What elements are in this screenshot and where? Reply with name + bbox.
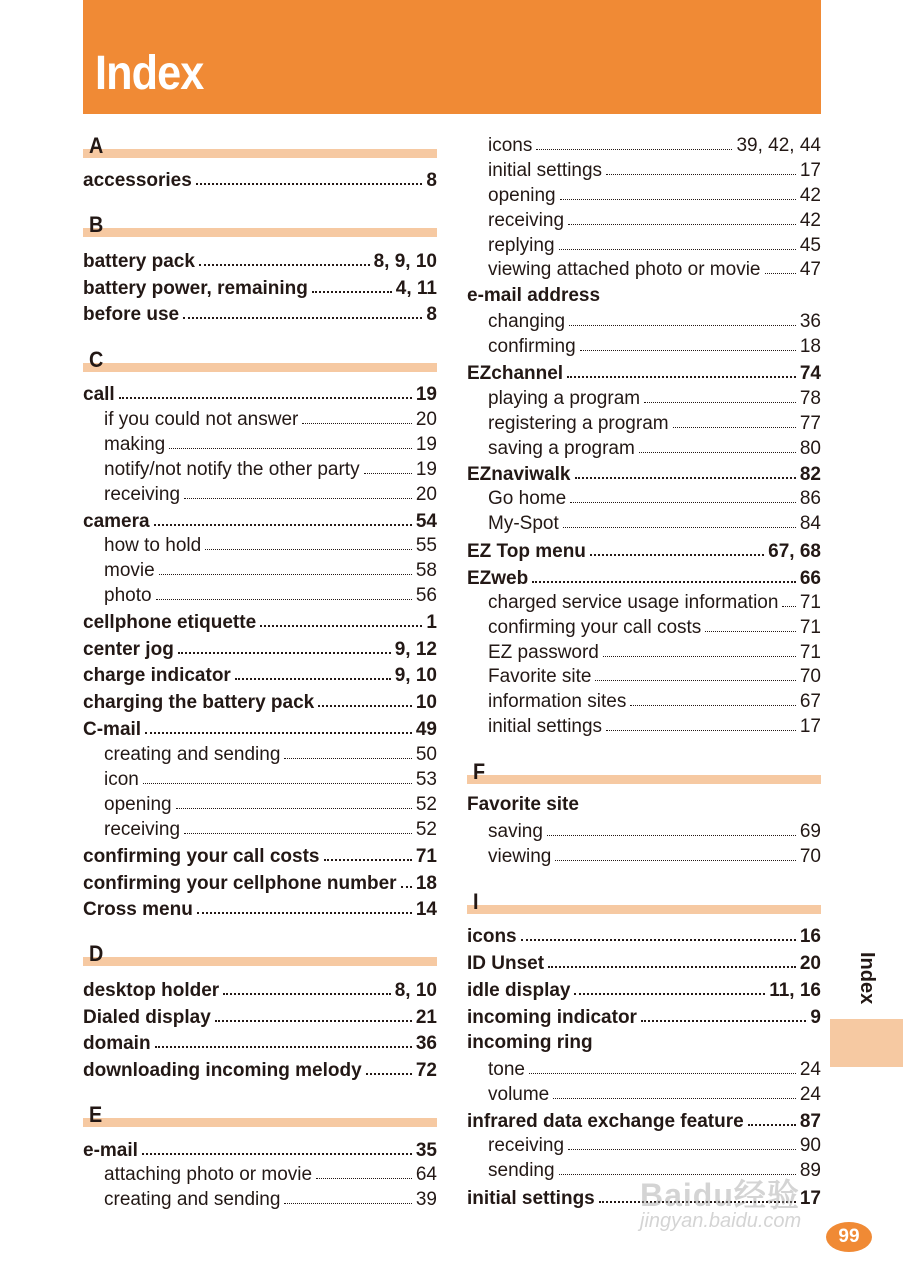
section-header-d xyxy=(83,941,437,969)
index-entry xyxy=(83,895,437,920)
index-subentry xyxy=(104,481,437,506)
index-entry xyxy=(467,460,821,485)
entry-term: receiving xyxy=(488,210,565,231)
entry-term: making xyxy=(104,434,166,455)
title-banner xyxy=(83,0,821,114)
index-entry xyxy=(83,635,437,660)
entry-term: ID Unset xyxy=(467,953,545,974)
entry-pages: 50 xyxy=(415,744,437,765)
dot-leader xyxy=(570,484,796,503)
entry-pages: 19 xyxy=(415,434,437,455)
entry-pages: 77 xyxy=(799,413,821,434)
index-subentry xyxy=(488,1132,821,1157)
dot-leader xyxy=(580,332,796,351)
dot-leader xyxy=(184,815,412,834)
entry-pages: 47 xyxy=(799,259,821,280)
entry-pages: 72 xyxy=(415,1060,437,1081)
index-subentry xyxy=(488,435,821,460)
page-title: Index xyxy=(95,47,204,100)
entry-pages: 56 xyxy=(415,585,437,606)
dot-leader xyxy=(215,1002,412,1022)
dot-leader xyxy=(606,156,796,175)
entry-pages: 39 xyxy=(415,1189,437,1210)
dot-leader xyxy=(142,1135,412,1155)
entry-term: receiving xyxy=(104,819,181,840)
index-entry xyxy=(83,661,437,686)
entry-pages: 17 xyxy=(799,160,821,181)
entry-pages: 54 xyxy=(415,511,437,532)
entry-pages: 20 xyxy=(415,409,437,430)
entry-term: initial settings xyxy=(467,1188,595,1209)
index-subentry xyxy=(488,485,821,510)
index-subentry xyxy=(488,1056,821,1081)
index-entry xyxy=(467,949,821,974)
index-subentry xyxy=(488,663,821,688)
entry-term: Cross menu xyxy=(83,899,193,920)
dot-leader xyxy=(630,687,796,706)
index-entry xyxy=(83,1029,437,1054)
entry-pages: 24 xyxy=(799,1084,821,1105)
dot-leader xyxy=(197,894,412,914)
dot-leader xyxy=(547,817,796,836)
index-entry xyxy=(83,507,437,532)
section-letter: E xyxy=(89,1102,103,1127)
dot-leader xyxy=(284,740,411,759)
entry-pages: 52 xyxy=(415,819,437,840)
entry-term: volume xyxy=(488,1084,550,1105)
entry-pages: 87 xyxy=(799,1111,821,1132)
entry-term: saving a program xyxy=(488,438,635,459)
entry-term: confirming xyxy=(488,336,576,357)
section-header-f xyxy=(467,759,821,787)
entry-term: camera xyxy=(83,511,150,532)
entry-term: center jog xyxy=(83,639,174,660)
entry-pages: 20 xyxy=(415,484,437,505)
section-header-i xyxy=(467,889,821,917)
entry-term: infrared data exchange feature xyxy=(467,1111,744,1132)
index-subentry xyxy=(488,132,821,157)
entry-term: accessories xyxy=(83,170,192,191)
index-subentry xyxy=(488,333,821,358)
entry-pages: 64 xyxy=(415,1164,437,1185)
entry-term: saving xyxy=(488,821,543,842)
index-subentry xyxy=(104,1161,437,1186)
section-header-c xyxy=(83,347,437,375)
side-tab-label: Index xyxy=(856,952,878,1005)
entry-term: EZ Top menu xyxy=(467,541,586,562)
index-entry xyxy=(83,869,437,894)
entry-pages: 58 xyxy=(415,560,437,581)
entry-pages: 19 xyxy=(415,384,437,405)
dot-leader xyxy=(529,1055,796,1074)
dot-leader xyxy=(205,531,412,550)
index-subentry xyxy=(488,182,821,207)
index-subentry xyxy=(488,308,821,333)
entry-term: incoming indicator xyxy=(467,1007,637,1028)
entry-pages: 8 xyxy=(426,170,437,191)
dot-leader xyxy=(223,975,391,995)
entry-pages: 8, 9, 10 xyxy=(373,251,437,272)
dot-leader xyxy=(260,607,422,627)
entry-pages: 8, 10 xyxy=(394,980,437,1001)
dot-leader xyxy=(145,714,412,734)
dot-leader xyxy=(641,1002,806,1022)
entry-term: EZchannel xyxy=(467,363,564,384)
dot-leader xyxy=(568,206,796,225)
entry-term: if you could not answer xyxy=(104,409,299,430)
entry-pages: 1 xyxy=(426,612,437,633)
dot-leader xyxy=(555,842,795,861)
dot-leader xyxy=(184,480,412,499)
dot-leader xyxy=(302,405,412,424)
dot-leader xyxy=(563,509,796,528)
dot-leader xyxy=(590,536,764,556)
entry-pages: 4, 11 xyxy=(395,278,437,299)
index-subentry xyxy=(104,456,437,481)
entry-term: playing a program xyxy=(488,388,641,409)
entry-term: charge indicator xyxy=(83,665,231,686)
entry-pages: 90 xyxy=(799,1135,821,1156)
entry-term: icon xyxy=(104,769,139,790)
entry-term: initial settings xyxy=(488,160,603,181)
entry-pages: 18 xyxy=(799,336,821,357)
dot-leader xyxy=(532,563,796,583)
dot-leader xyxy=(639,434,796,453)
entry-term: charged service usage information xyxy=(488,592,779,613)
dot-leader xyxy=(156,581,412,600)
index-subentry xyxy=(104,532,437,557)
dot-leader xyxy=(782,588,795,607)
entry-pages: 36 xyxy=(415,1033,437,1054)
dot-leader xyxy=(673,409,796,428)
entry-pages: 42 xyxy=(799,210,821,231)
entry-term: EZweb xyxy=(467,568,529,589)
entry-term: attaching photo or movie xyxy=(104,1164,313,1185)
entry-term: how to hold xyxy=(104,535,202,556)
entry-term: charging the battery pack xyxy=(83,692,315,713)
entry-term: battery pack xyxy=(83,251,195,272)
entry-term: notify/not notify the other party xyxy=(104,459,360,480)
entry-pages: 9, 10 xyxy=(394,665,437,686)
entry-pages: 71 xyxy=(799,617,821,638)
index-subentry xyxy=(488,614,821,639)
index-entry xyxy=(83,1056,437,1081)
entry-term: desktop holder xyxy=(83,980,220,1001)
entry-pages: 39, 42, 44 xyxy=(736,135,821,156)
dot-leader xyxy=(536,131,732,150)
dot-leader xyxy=(169,430,412,449)
section-band xyxy=(467,905,821,914)
entry-term: opening xyxy=(488,185,556,206)
entry-term: confirming your call costs xyxy=(83,846,320,867)
index-entry xyxy=(467,1107,821,1132)
index-entry xyxy=(467,564,821,589)
entry-pages: 67 xyxy=(799,691,821,712)
entry-pages: 53 xyxy=(415,769,437,790)
entry-pages: 8 xyxy=(426,304,437,325)
entry-term: Go home xyxy=(488,488,567,509)
entry-pages: 9 xyxy=(810,1007,821,1028)
entry-term: Dialed display xyxy=(83,1007,211,1028)
dot-leader xyxy=(366,1055,412,1075)
section-letter: C xyxy=(89,347,104,372)
index-subentry xyxy=(488,256,821,281)
entry-pages: 55 xyxy=(415,535,437,556)
dot-leader xyxy=(569,307,796,326)
entry-term: movie xyxy=(104,560,155,581)
entry-pages: 42 xyxy=(799,185,821,206)
dot-leader xyxy=(705,613,796,632)
side-thumb-tab xyxy=(830,1019,903,1067)
dot-leader xyxy=(154,506,412,526)
index-subentry xyxy=(488,157,821,182)
entry-term: incoming ring xyxy=(467,1032,593,1053)
entry-pages: 35 xyxy=(415,1140,437,1161)
index-entry xyxy=(467,976,821,1001)
dot-leader xyxy=(143,765,412,784)
entry-term: idle display xyxy=(467,980,571,1001)
entry-pages: 71 xyxy=(799,592,821,613)
index-entry xyxy=(83,274,437,299)
entry-term: cellphone etiquette xyxy=(83,612,257,633)
index-entry xyxy=(83,976,437,1001)
section-header-b xyxy=(83,212,437,240)
entry-term: creating and sending xyxy=(104,744,281,765)
entry-term: viewing xyxy=(488,846,552,867)
entry-pages: 18 xyxy=(415,873,437,894)
dot-leader xyxy=(284,1185,411,1204)
dot-leader xyxy=(603,638,796,657)
dot-leader xyxy=(183,299,422,319)
entry-pages: 71 xyxy=(415,846,437,867)
index-entry xyxy=(83,380,437,405)
entry-term: icons xyxy=(467,926,517,947)
index-subentry xyxy=(104,1186,437,1211)
section-letter: I xyxy=(473,889,479,914)
entry-term: confirming your call costs xyxy=(488,617,702,638)
index-subentry xyxy=(488,589,821,614)
section-letter: D xyxy=(89,941,104,966)
dot-leader xyxy=(521,921,796,941)
entry-pages: 11, 16 xyxy=(769,980,821,1001)
dot-leader xyxy=(559,231,796,250)
entry-pages: 14 xyxy=(415,899,437,920)
index-entry xyxy=(83,715,437,740)
entry-term: battery power, remaining xyxy=(83,278,308,299)
index-entry xyxy=(467,283,821,308)
entry-pages: 19 xyxy=(415,459,437,480)
watermark-logo: Baidu经验 xyxy=(640,1177,800,1213)
entry-pages: 49 xyxy=(415,719,437,740)
dot-leader xyxy=(178,634,391,654)
index-entry xyxy=(467,922,821,947)
dot-leader xyxy=(401,868,412,888)
index-subentry xyxy=(488,410,821,435)
entry-pages: 21 xyxy=(415,1007,437,1028)
entry-term: call xyxy=(83,384,115,405)
entry-term: creating and sending xyxy=(104,1189,281,1210)
index-subentry xyxy=(488,232,821,257)
index-subentry xyxy=(488,818,821,843)
entry-term: My-Spot xyxy=(488,513,559,534)
entry-term: EZ password xyxy=(488,642,599,663)
index-entry xyxy=(83,842,437,867)
dot-leader xyxy=(606,712,796,731)
entry-term: domain xyxy=(83,1033,151,1054)
dot-leader xyxy=(312,273,392,293)
entry-pages: 69 xyxy=(799,821,821,842)
index-entry xyxy=(467,1030,821,1055)
entry-term: replying xyxy=(488,235,555,256)
dot-leader xyxy=(159,556,412,575)
entry-pages: 67, 68 xyxy=(768,541,821,562)
dot-leader xyxy=(119,379,412,399)
section-band xyxy=(83,1118,437,1127)
index-subentry xyxy=(104,406,437,431)
index-subentry xyxy=(488,639,821,664)
dot-leader xyxy=(548,948,796,968)
index-entry xyxy=(83,1003,437,1028)
dot-leader xyxy=(560,181,796,200)
entry-term: registering a program xyxy=(488,413,669,434)
entry-pages: 45 xyxy=(799,235,821,256)
section-letter: F xyxy=(473,759,486,784)
entry-pages: 70 xyxy=(799,846,821,867)
section-letter: B xyxy=(89,212,104,237)
dot-leader xyxy=(176,790,412,809)
section-letter: A xyxy=(89,133,104,158)
entry-pages: 86 xyxy=(799,488,821,509)
entry-term: receiving xyxy=(488,1135,565,1156)
entry-term: changing xyxy=(488,311,566,332)
dot-leader xyxy=(574,975,765,995)
entry-term: initial settings xyxy=(488,716,603,737)
index-entry xyxy=(467,359,821,384)
entry-pages: 66 xyxy=(799,568,821,589)
entry-pages: 24 xyxy=(799,1059,821,1080)
index-subentry xyxy=(488,1081,821,1106)
index-entry xyxy=(467,1003,821,1028)
dot-leader xyxy=(196,165,423,185)
index-subentry xyxy=(104,582,437,607)
index-subentry xyxy=(488,713,821,738)
entry-term: EZnaviwalk xyxy=(467,464,571,485)
index-subentry xyxy=(104,791,437,816)
entry-term: icons xyxy=(488,135,533,156)
dot-leader xyxy=(567,358,796,378)
index-subentry xyxy=(104,741,437,766)
index-subentry xyxy=(104,816,437,841)
entry-pages: 17 xyxy=(799,1188,821,1209)
entry-pages: 78 xyxy=(799,388,821,409)
dot-leader xyxy=(765,255,796,274)
index-entry xyxy=(83,166,437,191)
section-band xyxy=(83,363,437,372)
entry-pages: 16 xyxy=(799,926,821,947)
entry-term: receiving xyxy=(104,484,181,505)
index-subentry xyxy=(488,385,821,410)
watermark-url: jingyan.baidu.com xyxy=(640,1210,802,1232)
index-subentry xyxy=(488,207,821,232)
entry-pages: 10 xyxy=(415,692,437,713)
index-subentry xyxy=(104,766,437,791)
index-subentry xyxy=(104,557,437,582)
section-header-a xyxy=(83,133,437,161)
entry-term: information sites xyxy=(488,691,627,712)
entry-pages: 71 xyxy=(799,642,821,663)
dot-leader xyxy=(199,246,370,266)
entry-term: tone xyxy=(488,1059,525,1080)
entry-term: viewing attached photo or movie xyxy=(488,259,761,280)
dot-leader xyxy=(324,841,412,861)
index-entry xyxy=(83,688,437,713)
dot-leader xyxy=(316,1160,412,1179)
entry-term: opening xyxy=(104,794,172,815)
index-entry xyxy=(467,537,821,562)
entry-term: Favorite site xyxy=(488,666,592,687)
entry-pages: 74 xyxy=(799,363,821,384)
entry-term: e-mail address xyxy=(467,285,601,306)
dot-leader xyxy=(318,687,412,707)
dot-leader xyxy=(364,455,412,474)
section-header-e xyxy=(83,1102,437,1130)
entry-pages: 52 xyxy=(415,794,437,815)
entry-pages: 89 xyxy=(799,1160,821,1181)
entry-pages: 20 xyxy=(799,953,821,974)
entry-term: C-mail xyxy=(83,719,142,740)
section-band xyxy=(83,957,437,966)
index-entry xyxy=(83,300,437,325)
dot-leader xyxy=(595,662,795,681)
section-band xyxy=(467,775,821,784)
dot-leader xyxy=(644,384,796,403)
entry-term: downloading incoming melody xyxy=(83,1060,362,1081)
entry-term: photo xyxy=(104,585,152,606)
entry-pages: 36 xyxy=(799,311,821,332)
entry-term: before use xyxy=(83,304,180,325)
entry-pages: 17 xyxy=(799,716,821,737)
entry-term: sending xyxy=(488,1160,555,1181)
entry-pages: 70 xyxy=(799,666,821,687)
entry-term: e-mail xyxy=(83,1140,138,1161)
dot-leader xyxy=(235,660,391,680)
page-number: 99 xyxy=(826,1222,872,1252)
index-subentry xyxy=(488,510,821,535)
dot-leader xyxy=(748,1106,796,1126)
index-subentry xyxy=(488,843,821,868)
entry-term: confirming your cellphone number xyxy=(83,873,397,894)
section-band xyxy=(83,149,437,158)
entry-pages: 80 xyxy=(799,438,821,459)
index-entry xyxy=(83,608,437,633)
dot-leader xyxy=(568,1131,796,1150)
index-entry xyxy=(467,792,821,817)
entry-pages: 9, 12 xyxy=(394,639,437,660)
entry-term: Favorite site xyxy=(467,794,579,815)
dot-leader xyxy=(575,459,796,479)
dot-leader xyxy=(155,1028,412,1048)
index-subentry xyxy=(104,431,437,456)
dot-leader xyxy=(553,1080,796,1099)
index-subentry xyxy=(488,688,821,713)
entry-pages: 82 xyxy=(799,464,821,485)
section-band xyxy=(83,228,437,237)
index-entry xyxy=(83,247,437,272)
index-entry xyxy=(83,1136,437,1161)
entry-pages: 84 xyxy=(799,513,821,534)
